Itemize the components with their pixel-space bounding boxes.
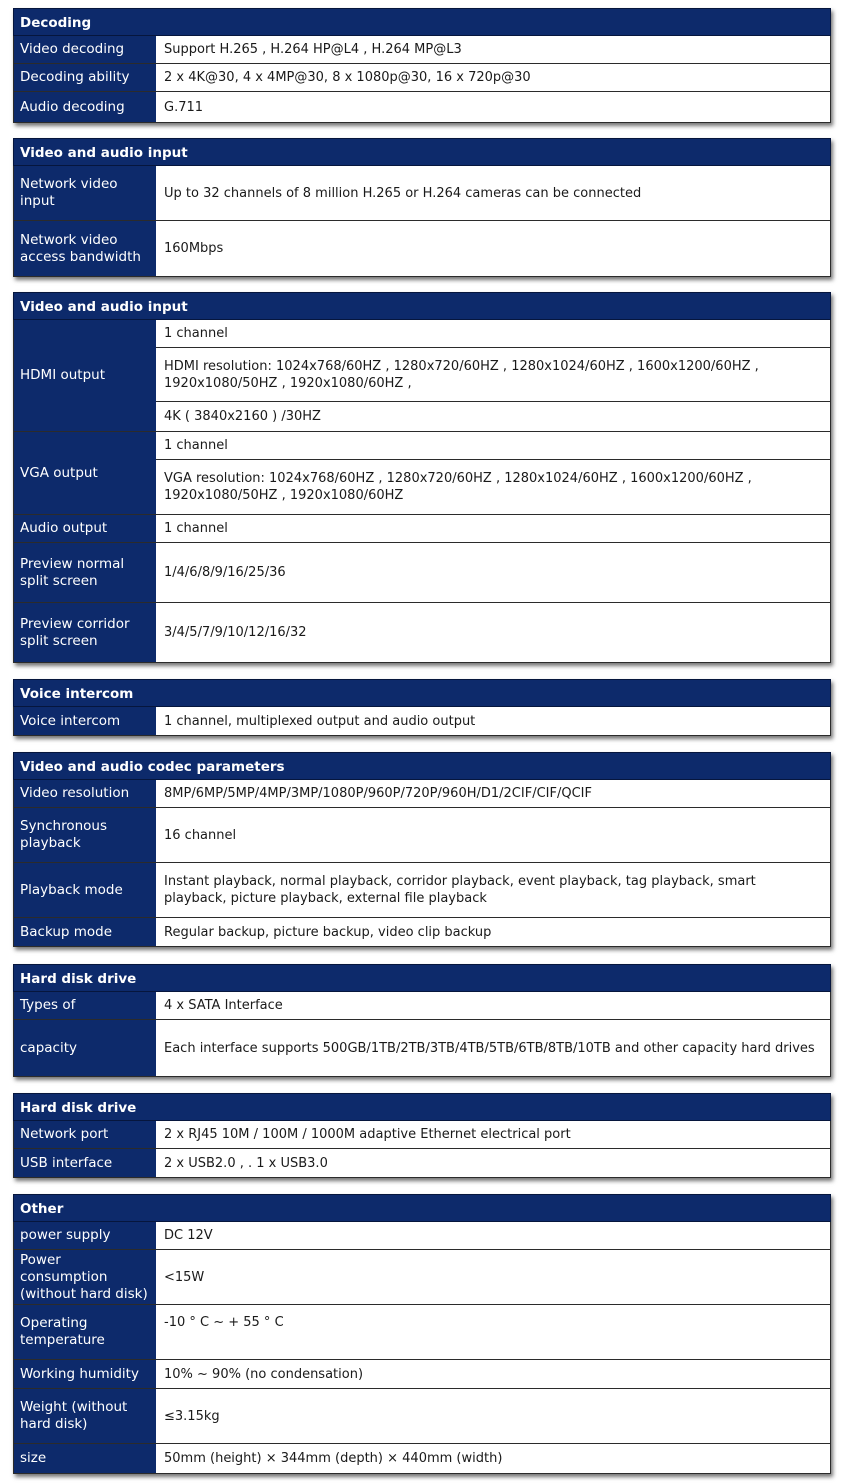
spec-value: VGA resolution: 1024x768/60HZ , 1280x720/60HZ , 1280x1024/60HZ , 1600x1200/60HZ , 1920x1080/50HZ , 1920x1080/60HZ — [164, 470, 752, 503]
spec-label: power supply — [14, 1222, 156, 1249]
codec-section — [13, 752, 831, 947]
section-title: Other — [13, 1194, 831, 1222]
spec-value: 1/4/6/8/9/16/25/36 — [156, 543, 831, 602]
network-section — [13, 1093, 831, 1178]
spec-value: HDMI resolution: 1024x768/60HZ , 1280x720/60HZ , 1280x1024/60HZ , 1600x1200/60HZ , 1920x1080/50HZ , 1920x1080/60HZ , — [156, 348, 830, 403]
spec-label: HDMI output — [14, 320, 156, 431]
section-title: Decoding — [13, 8, 831, 36]
spec-label: Synchronous playback — [14, 808, 156, 862]
section-title: Hard disk drive — [13, 964, 831, 992]
section-title: Voice intercom — [13, 679, 831, 707]
spec-value: 8MP/6MP/5MP/4MP/3MP/1080P/960P/720P/960H/D1/2CIF/CIF/QCIF — [156, 780, 831, 807]
spec-value: Instant playback, normal playback, corridor playback, event playback, tag playback, smart playback, picture playback, external file playback — [156, 863, 831, 917]
spec-label: Network video access bandwidth — [14, 221, 156, 276]
spec-value: 3/4/5/7/9/10/12/16/32 — [156, 603, 831, 662]
spec-label: Working humidity — [14, 1360, 156, 1388]
spec-value: 4 x SATA Interface — [156, 992, 831, 1019]
spec-label: capacity — [14, 1020, 156, 1076]
spec-label: Backup mode — [14, 918, 156, 946]
spec-value: Up to 32 channels of 8 million H.265 or H.264 cameras can be connected — [156, 166, 831, 220]
spec-label: Video resolution — [14, 780, 156, 807]
spec-label: Audio decoding — [14, 92, 156, 122]
spec-label: USB interface — [14, 1149, 156, 1177]
section-title: Video and audio codec parameters — [13, 752, 831, 780]
spec-value: Support H.265 , H.264 HP@L4 , H.264 MP@L3 — [156, 36, 831, 63]
spec-label: Voice intercom — [14, 707, 156, 735]
spec-value: 1 channel — [156, 432, 830, 460]
section-title: Video and audio input — [13, 138, 831, 166]
spec-value: 160Mbps — [156, 221, 831, 276]
other-section — [13, 1194, 831, 1474]
spec-label: Preview corridor split screen — [14, 603, 156, 662]
spec-label: Video decoding — [14, 36, 156, 63]
output-section — [13, 292, 831, 663]
spec-value: 1 channel, multiplexed output and audio output — [156, 707, 831, 735]
spec-value: 1 channel — [156, 320, 830, 348]
spec-value: ≤3.15kg — [156, 1389, 831, 1443]
spec-value: 2 x RJ45 10M / 100M / 1000M adaptive Ethernet electrical port — [156, 1121, 831, 1148]
spec-label: VGA output — [14, 432, 156, 514]
spec-label: Audio output — [14, 515, 156, 542]
hdd-section — [13, 964, 831, 1077]
spec-value: Each interface supports 500GB/1TB/2TB/3TB/4TB/5TB/6TB/8TB/10TB and other capacity hard drives — [156, 1020, 831, 1076]
spec-value: DC 12V — [156, 1222, 831, 1249]
spec-value: <15W — [156, 1250, 831, 1304]
spec-value: G.711 — [156, 92, 831, 122]
spec-label: Operating temperature — [14, 1305, 156, 1359]
spec-label: Preview normal split screen — [14, 543, 156, 602]
spec-value: 16 channel — [156, 808, 831, 862]
voice-section — [13, 679, 831, 736]
spec-label: Decoding ability — [14, 64, 156, 91]
spec-value: -10 ° C ~ + 55 ° C — [156, 1305, 831, 1359]
spec-label: Network port — [14, 1121, 156, 1148]
spec-label: size — [14, 1444, 156, 1473]
spec-value: 2 x USB2.0 , . 1 x USB3.0 — [156, 1149, 831, 1177]
spec-label: Weight (without hard disk) — [14, 1389, 156, 1443]
spec-label: Power consumption (without hard disk) — [14, 1250, 156, 1304]
section-title: Video and audio input — [13, 292, 831, 320]
spec-value: 2 x 4K@30, 4 x 4MP@30, 8 x 1080p@30, 16 x 720p@30 — [156, 64, 831, 91]
spec-label: Network video input — [14, 166, 156, 220]
spec-value: 50mm (height) × 344mm (depth) × 440mm (width) — [156, 1444, 831, 1473]
spec-value: 1 channel — [156, 515, 831, 542]
spec-value: 4K ( 3840x2160 ) /30HZ — [164, 409, 321, 425]
input-section — [13, 138, 831, 277]
decoding-section — [13, 8, 831, 123]
section-title: Hard disk drive — [13, 1093, 831, 1121]
spec-value: Regular backup, picture backup, video clip backup — [156, 918, 831, 946]
spec-value: 10% ~ 90% (no condensation) — [156, 1360, 831, 1388]
spec-label: Types of — [14, 992, 156, 1019]
spec-label: Playback mode — [14, 863, 156, 917]
